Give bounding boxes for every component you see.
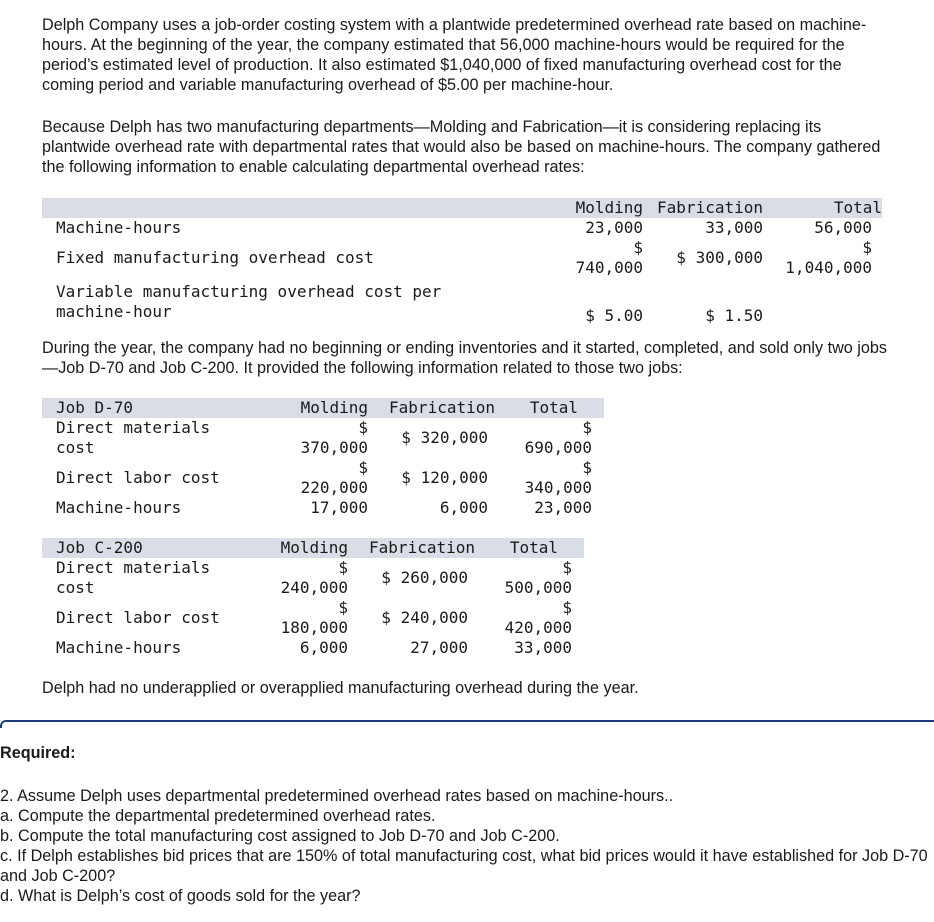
cell-total: 23,000 [534,498,592,517]
cell-fabrication: 27,000 [410,638,468,657]
table-row [42,638,572,658]
cell-molding: 23,000 [585,218,643,237]
job-c200-body [42,558,572,658]
cell-molding: $ 220,000 [300,458,368,497]
header-fabrication: Fabrication [643,198,763,218]
header-molding: Molding [554,198,643,218]
cell-molding: $ 740,000 [575,238,643,277]
department-table-header [42,198,882,218]
department-table [42,198,882,218]
cell-total: $ 690,000 [524,418,592,457]
job-c200-table [42,538,584,558]
table-row [42,598,572,638]
header-molding: Molding [248,398,368,418]
header-molding: Molding [228,538,348,558]
row-label: Direct materials cost [56,418,211,457]
table-row [42,558,572,598]
required-heading: Required: [0,744,76,762]
cell-fabrication: $ 260,000 [381,568,468,587]
header-total: Total [475,538,584,558]
cell-molding: $ 370,000 [300,418,368,457]
row-label: Machine-hours [56,218,182,237]
row-label: Direct materials cost [56,558,211,597]
cell-total: $ 340,000 [524,458,592,497]
job-c200-header [42,538,584,558]
cell-fabrication: 6,000 [439,498,488,517]
row-label: Machine-hours [56,498,182,517]
cell-molding: 17,000 [310,498,368,517]
section-divider [0,720,934,728]
header-fabrication: Fabrication [368,398,495,418]
cell-fabrication: $ 120,000 [401,468,488,487]
cell-total: $ 500,000 [504,558,572,597]
cell-total: 56,000 [814,218,872,237]
department-table-body [42,218,872,326]
cell-fabrication: $ 1.50 [705,306,763,325]
required-item-d: d. What is Delph’s cost of goods sold for the year? [0,887,361,905]
cell-molding: $ 5.00 [585,306,643,325]
required-item-c: c. If Delph establishes bid prices that are 150% of total manufacturing cost, what bid prices would it have established for Job D-70 and Job C-200? [0,847,928,885]
cell-fabrication: $ 240,000 [381,608,468,627]
table-row [42,498,592,518]
cell-fabrication: $ 300,000 [676,248,763,267]
intro-paragraph-3: During the year, the company had no beginning or ending inventories and it started, completed, and sold only two jobs—Job D-70 and Job C-200. It provided the following information related to those two jobs: [42,339,887,377]
intro-paragraph-1: Delph Company uses a job-order costing system with a plantwide predetermined overhead rate based on machine-hours. At the beginning of the year, the company estimated that 56,000 machine-hours would be required for the period’s estimated level of production. It also estimated $1,040,000 of fixed manufacturing overhead cost for the coming period and variable manufacturing overhead of $5.00 per machine-hour. [42,16,867,94]
cell-fabrication: $ 320,000 [401,428,488,447]
cell-molding: $ 180,000 [280,598,348,637]
row-label: Fixed manufacturing overhead cost [56,248,374,267]
required-item-b: b. Compute the total manufacturing cost assigned to Job D-70 and Job C-200. [0,827,560,845]
header-total: Total [495,398,604,418]
header-fabrication: Fabrication [348,538,475,558]
job-d70-body [42,418,592,518]
row-label: Machine-hours [56,638,182,657]
row-label: Direct labor cost [56,608,220,627]
row-label: Variable manufacturing overhead cost per machine-hour [56,282,442,321]
cell-total [763,278,872,326]
job-d70-table [42,398,604,418]
required-item-a: a. Compute the departmental predetermined overhead rates. [0,807,436,825]
cell-total: $ 420,000 [504,598,572,637]
table-row [42,238,872,278]
intro-paragraph-2: Because Delph has two manufacturing departments—Molding and Fabrication—it is considering replacing its plantwide overhead rate with departmental rates that would also be based on machine-hours. The company gathered the following information to enable calculating departmental overhead rates: [42,118,881,176]
job-title: Job C-200 [42,538,228,558]
cell-molding: $ 240,000 [280,558,348,597]
job-title: Job D-70 [42,398,248,418]
intro-paragraph-4: Delph had no underapplied or overapplied manufacturing overhead during the year. [42,679,639,697]
cell-total: $ 1,040,000 [785,238,872,277]
table-row [42,458,592,498]
header-total: Total [763,198,882,218]
required-item-2: 2. Assume Delph uses departmental predetermined overhead rates based on machine-hours.. [0,787,674,805]
cell-total: 33,000 [514,638,572,657]
cell-fabrication: 33,000 [705,218,763,237]
table-row [42,418,592,458]
row-label: Direct labor cost [56,468,220,487]
cell-molding: 6,000 [299,638,348,657]
table-row [42,278,872,326]
job-d70-header [42,398,604,418]
table-row [42,218,872,238]
